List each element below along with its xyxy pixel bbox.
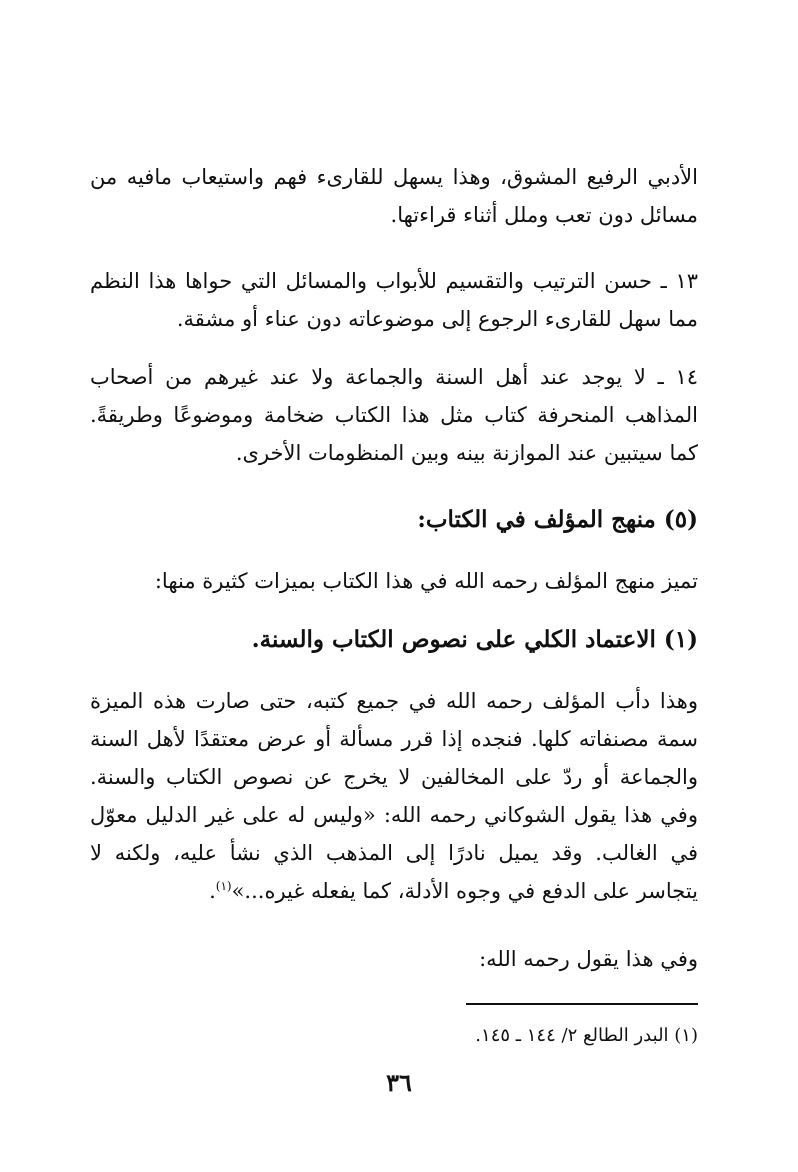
paragraph-point-13: ١٣ ـ حسن الترتيب والتقسيم للأبواب والمسائل التي حواها هذا النظم مما سهل للقارىء الرجوع إلى موضوعاته دون عناء أو مشقة. bbox=[90, 269, 698, 331]
paragraph-reliance bbox=[90, 682, 698, 910]
paragraph-intro: الأدبي الرفيع المشوق، وهذا يسهل للقارىء فهم واستيعاب مافيه من مسائل دون تعب وملل أثناء قراءتها. bbox=[90, 165, 698, 227]
subheading-reliance: (١) الاعتماد الكلي على نصوص الكتاب والسنة. bbox=[251, 626, 698, 653]
footnote-divider bbox=[466, 1003, 698, 1005]
page-number: ٣٦ bbox=[386, 1068, 412, 1097]
footnote-marker: (١) bbox=[215, 879, 232, 893]
paragraph-closing: وفي هذا يقول رحمه الله: bbox=[479, 947, 698, 971]
paragraph-reliance-text: وهذا دأب المؤلف رحمه الله في جميع كتبه، حتى صارت هذه الميزة سمة مصنفاته كلها. فنجده إذا قرر مسألة أو عرض معتقدًا لأهل السنة والجماعة أو ردّ على المخالفين لا يخرج عن نصوص الكتاب والسنة. وفي هذا يقول الشوكاني رحمه الله: «وليس له على غير الدليل معوّل في الغالب. وقد يميل نادرًا إلى المذهب الذي نشأ عليه، ولكنه لا يتجاسر على الدفع في وجوه الأدلة، كما يفعله غيره...» bbox=[90, 689, 698, 903]
paragraph-point-14: ١٤ ـ لا يوجد عند أهل السنة والجماعة ولا عند غيرهم من أصحاب المذاهب المنحرفة كتاب مثل هذا الكتاب ضخامة وموضوعًا وطريقةً. كما سيتبين عند الموازنة بينه وبين المنظومات الأخرى. bbox=[90, 365, 698, 465]
footnote: (١) البدر الطالع ٢/ ١٤٤ ـ ١٤٥. bbox=[475, 1025, 698, 1046]
paragraph-method: تميز منهج المؤلف رحمه الله في هذا الكتاب بميزات كثيرة منها: bbox=[154, 569, 698, 593]
paragraph-reliance-end: . bbox=[209, 879, 216, 903]
section-heading: (٥) منهج المؤلف في الكتاب: bbox=[417, 506, 698, 533]
